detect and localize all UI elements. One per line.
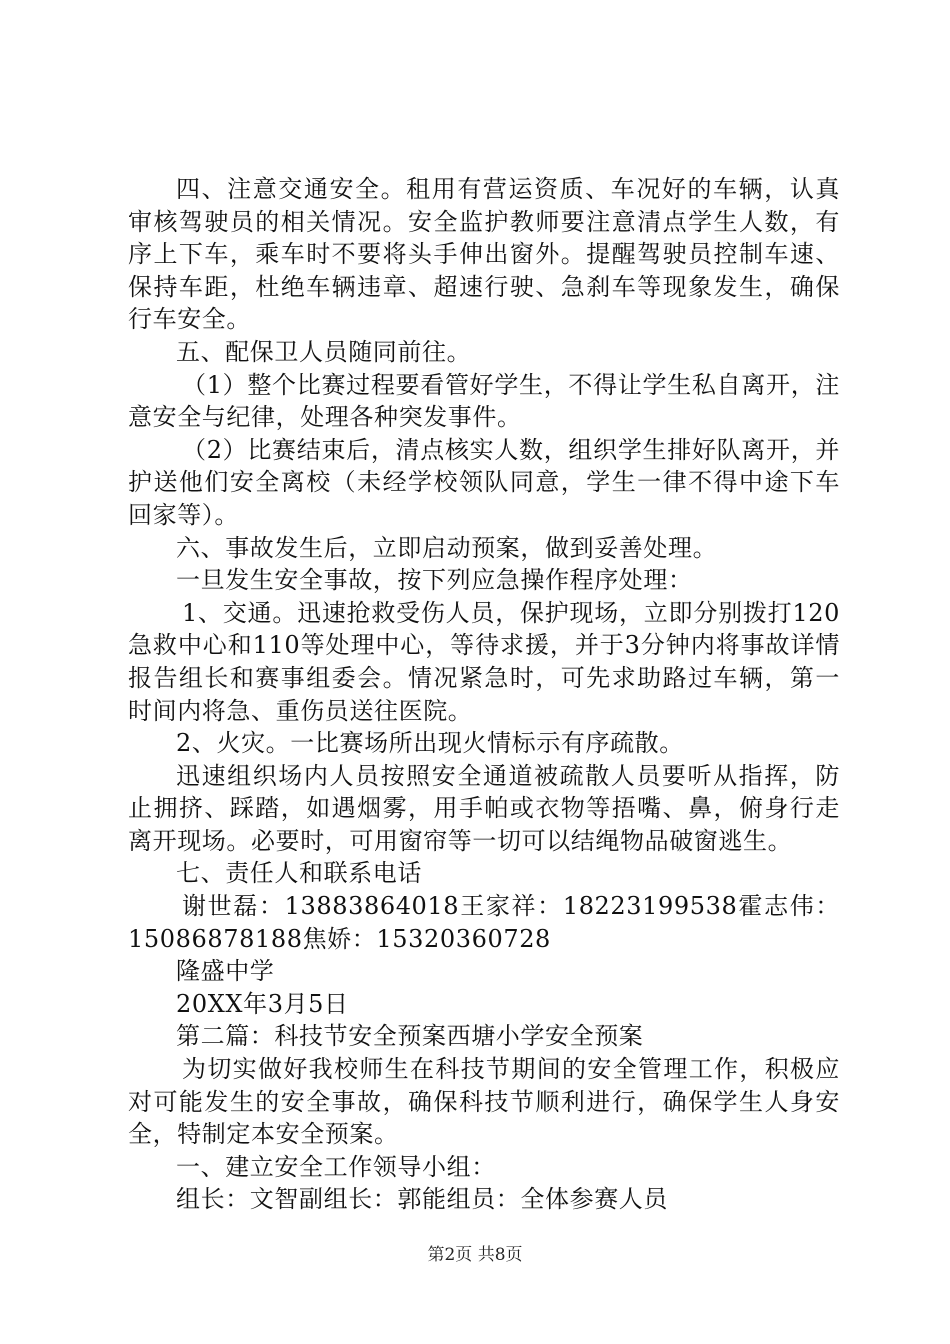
paragraph-second-title: 第二篇：科技节安全预案西塘小学安全预案: [176, 1022, 644, 1051]
paragraph-fire: 2、火灾。一比赛场所出现火情标示有序疏散。: [176, 729, 684, 758]
paragraph-intro: 为切实做好我校师生在科技节期间的安全管理工作，积极应对可能发生的安全事故，确保科技节顺利进行，确保学生人身安全，特制定本安全预案。: [128, 1055, 840, 1149]
paragraph-item-1: （1）整个比赛过程要看管好学生，不得让学生私自离开，注意安全与纪律，处理各种突发事件。: [128, 370, 840, 432]
paragraph-date: 20XX年3月5日: [176, 989, 349, 1018]
page-footer: 第2页 共8页: [427, 1245, 523, 1265]
paragraph-traffic-safety: 四、注意交通安全。租用有营运资质、车况好的车辆，认真审核驾驶员的相关情况。安全监护教师要注意清点学生人数，有序上下车，乘车时不要将头手伸出窗外。提醒驾驶员控制车速、保持车距，杜绝车辆违章、超速行驶、急刹车等现象发生，确保行车安全。: [128, 175, 840, 334]
paragraph-contacts: 谢世磊：13883864018王家祥：18223199538霍志伟：15086878188焦娇：15320360728: [128, 892, 840, 953]
paragraph-item-2: （2）比赛结束后，清点核实人数，组织学生排好队离开，并护送他们安全离校（未经学校领队同意，学生一律不得中途下车回家等）。: [128, 435, 840, 529]
paragraph-school-name: 隆盛中学: [176, 957, 275, 986]
document-body: [128, 173, 840, 1216]
paragraph-evacuation: 迅速组织场内人员按照安全通道被疏散人员要听从指挥，防止拥挤、踩踏，如遇烟雾，用手帕或衣物等捂嘴、鼻，俯身行走离开现场。必要时，可用窗帘等一切可以结绳物品破窗逃生。: [128, 761, 840, 855]
paragraph-leadership-heading: 一、建立安全工作领导小组：: [176, 1152, 496, 1181]
paragraph-accident-plan: 六、事故发生后，立即启动预案，做到妥善处理。: [176, 533, 718, 562]
paragraph-security-staff: 五、配保卫人员随同前往。: [176, 337, 472, 366]
paragraph-traffic-emergency: 1、交通。迅速抢救受伤人员，保护现场，立即分别拨打120急救中心和110等处理中心，等待求援，并于3分钟内将事故详情报告组长和赛事组委会。情况紧急时，可先求助路过车辆，第一时间内将急、重伤员送往医院。: [128, 598, 840, 725]
paragraph-emergency-procedure: 一旦发生安全事故，按下列应急操作程序处理：: [176, 566, 693, 595]
paragraph-leadership-members: 组长：文智副组长：郭能组员：全体参赛人员: [176, 1185, 668, 1214]
paragraph-contacts-heading: 七、责任人和联系电话: [176, 859, 422, 888]
